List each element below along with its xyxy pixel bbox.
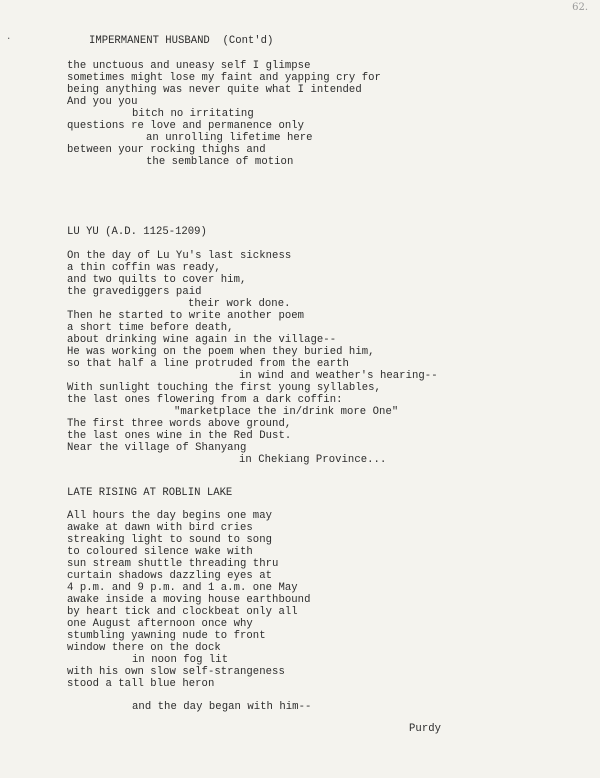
poem-line: the unctuous and uneasy self I glimpse <box>67 60 311 72</box>
poem-line: about drinking wine again in the village-- <box>67 334 337 346</box>
poem-title-lu-yu: LU YU (A.D. 1125-1209) <box>67 226 207 238</box>
poem-line: a thin coffin was ready, <box>67 262 221 274</box>
poem-line: their work done. <box>188 298 291 310</box>
poem-line: a short time before death, <box>67 322 234 334</box>
poem-line: and two quilts to cover him, <box>67 274 247 286</box>
poem-line: 4 p.m. and 9 p.m. and 1 a.m. one May <box>67 582 298 594</box>
poem-line: questions re love and permanence only <box>67 120 305 132</box>
poem-line: He was working on the poem when they buried him, <box>67 346 375 358</box>
poem-line: Near the village of Shanyang <box>67 442 247 454</box>
poem-line: in noon fog lit <box>132 654 229 666</box>
poem-line: sun stream shuttle threading thru <box>67 558 279 570</box>
page-number: 62. <box>572 2 588 13</box>
poem-line: an unrolling lifetime here <box>146 132 313 144</box>
poem-line: "marketplace the in/drink more One" <box>174 406 399 418</box>
poem-line: and the day began with him-- <box>132 701 312 713</box>
poem-line: stumbling yawning nude to front <box>67 630 266 642</box>
poem-line: curtain shadows dazzling eyes at <box>67 570 273 582</box>
poem-line: being anything was never quite what I intended <box>67 84 362 96</box>
poem-line: On the day of Lu Yu's last sickness <box>67 250 292 262</box>
signature: Purdy <box>409 723 442 735</box>
poem-line: All hours the day begins one may <box>67 510 273 522</box>
poem-line: And you you <box>67 96 138 108</box>
poem-line: in Chekiang Province... <box>239 454 387 466</box>
poem-line: the last ones wine in the Red Dust. <box>67 430 292 442</box>
poem-line: by heart tick and clockbeat only all <box>67 606 298 618</box>
poem-line: With sunlight touching the first young syllables, <box>67 382 381 394</box>
poem-line: one August afternoon once why <box>67 618 253 630</box>
corner-mark: · <box>6 34 12 44</box>
poem-title-late-rising: LATE RISING AT ROBLIN LAKE <box>67 487 233 499</box>
poem-line: window there on the dock <box>67 642 221 654</box>
poem-line: awake at dawn with bird cries <box>67 522 253 534</box>
poem-line: awake inside a moving house earthbound <box>67 594 311 606</box>
poem-line: in wind and weather's hearing-- <box>239 370 438 382</box>
poem-line: the semblance of motion <box>146 156 294 168</box>
poem-line: streaking light to sound to song <box>67 534 273 546</box>
poem-line: between your rocking thighs and <box>67 144 266 156</box>
poem-title-impermanent-husband: IMPERMANENT HUSBAND (Cont'd) <box>89 35 274 47</box>
poem-line: sometimes might lose my faint and yapping cry for <box>67 72 381 84</box>
poem-line: the last ones flowering from a dark coffin: <box>67 394 343 406</box>
poem-line: with his own slow self-strangeness <box>67 666 285 678</box>
poem-line: stood a tall blue heron <box>67 678 215 690</box>
poem-line: Then he started to write another poem <box>67 310 305 322</box>
poem-line: The first three words above ground, <box>67 418 292 430</box>
poem-line: bitch no irritating <box>132 108 254 120</box>
poem-line: the gravediggers paid <box>67 286 202 298</box>
poem-line: so that half a line protruded from the earth <box>67 358 349 370</box>
poem-line: to coloured silence wake with <box>67 546 253 558</box>
